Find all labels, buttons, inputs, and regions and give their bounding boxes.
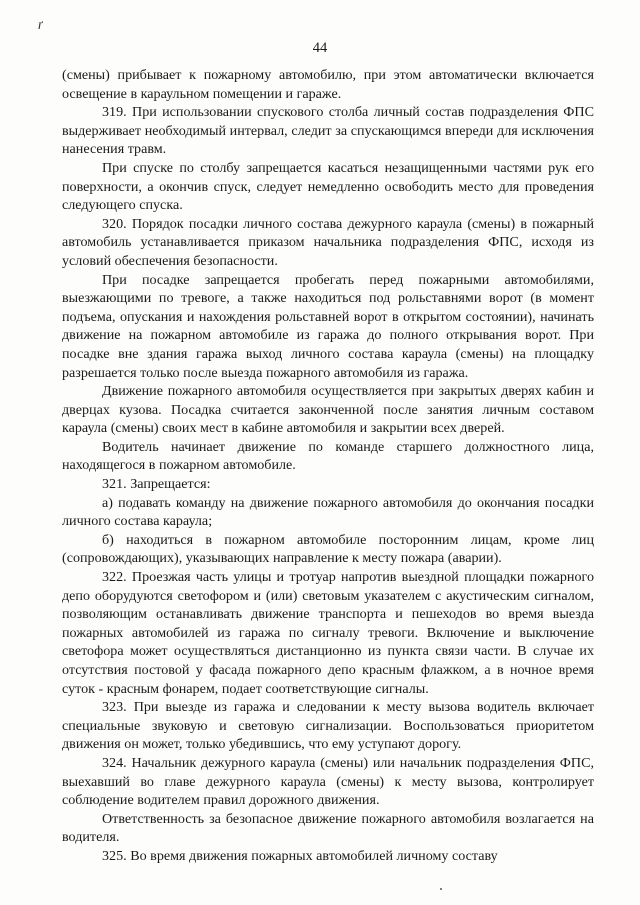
paragraph: 320. Порядок посадки личного состава дежурного караула (смены) в пожарный автомобиль устанавливается приказом начальника подразделения ФПС, исходя из условий обеспечения безопасности. — [62, 215, 594, 269]
paragraph: 321. Запрещается: — [102, 476, 211, 493]
page-number: 44 — [312, 40, 328, 56]
paragraph: При спуске по столбу запрещается касаться незащищенными частями рук его поверхности, а окончив спуск, следует немедленно освободить место для проведения следующего спуска. — [62, 159, 594, 214]
body-text — [62, 66, 594, 866]
paragraph: При посадке запрещается пробегать перед пожарными автомобилями, выезжающими по тревоге, а также находиться под рольставнями ворот (в момент подъема, опускания и нахождения рольставней ворот в открытом состоянии), начинать движение на пожарном автомобиле из гаража до полного открывания ворот. При посадке вне здания гаража выход личного состава караула (смены) на площадку разрешается только после выезда пожарного автомобиля из гаража. — [62, 271, 594, 381]
paragraph: (смены) прибывает к пожарному автомобилю, при этом автоматически включается освещение в караульном помещении и гараже. — [62, 67, 594, 102]
paragraph: а) подавать команду на движение пожарного автомобиля до окончания посадки личного состава караула; — [62, 494, 594, 530]
corner-mark: ґ — [38, 18, 43, 33]
paragraph: Движение пожарного автомобиля осуществляется при закрытых дверях кабин и дверцах кузова. Посадка считается законченной после занятия личным составом караула (смены) своих мест в кабине автомобиля и закрытии всех дверей. — [62, 383, 594, 437]
paragraph: 322. Проезжая часть улицы и тротуар напротив выездной площадки пожарного депо оборудуются светофором и (или) световым указателем с акустическим сигналом, позволяющим останавливать движение транспорта и пешеходов во время выезда пожарных автомобилей из гаража по сигналу тревоги. Включение и выключение светофора может осуществляться дистанционно из пункта связи части. В случае их отсутствия постовой у фасада пожарного депо красным флажком, а в ночное время суток - красным фонарем, подает соответствующие сигналы. — [62, 569, 594, 697]
paragraph: Водитель начинает движение по команде старшего должностного лица, находящегося в пожарном автомобиле. — [62, 438, 594, 474]
paragraph: 324. Начальник дежурного караула (смены) или начальник подразделения ФПС, выехавший во главе дежурного караула (смены) к месту вызова, контролирует соблюдение водителем правил дорожного движения. — [62, 754, 594, 809]
paragraph: 319. При использовании спускового столба личный состав подразделения ФПС выдерживает необходимый интервал, следит за спускающимся впереди для исключения нанесения травм. — [62, 104, 594, 158]
paragraph: 325. Во время движения пожарных автомобилей личному составу — [102, 847, 498, 864]
paragraph: б) находиться в пожарном автомобиле посторонним лицам, кроме лиц (сопровождающих), указывающих направление к месту пожара (аварии). — [62, 531, 594, 567]
paragraph: 323. При выезде из гаража и следовании к месту вызова водитель включает специальные звуковую и световую сигнализации. Воспользоваться приоритетом движения он может, только убедившись, что ему уступают дорогу. — [62, 699, 594, 753]
scan-speck — [440, 888, 442, 890]
paragraph: Ответственность за безопасное движение пожарного автомобиля возлагается на водителя. — [62, 810, 594, 846]
